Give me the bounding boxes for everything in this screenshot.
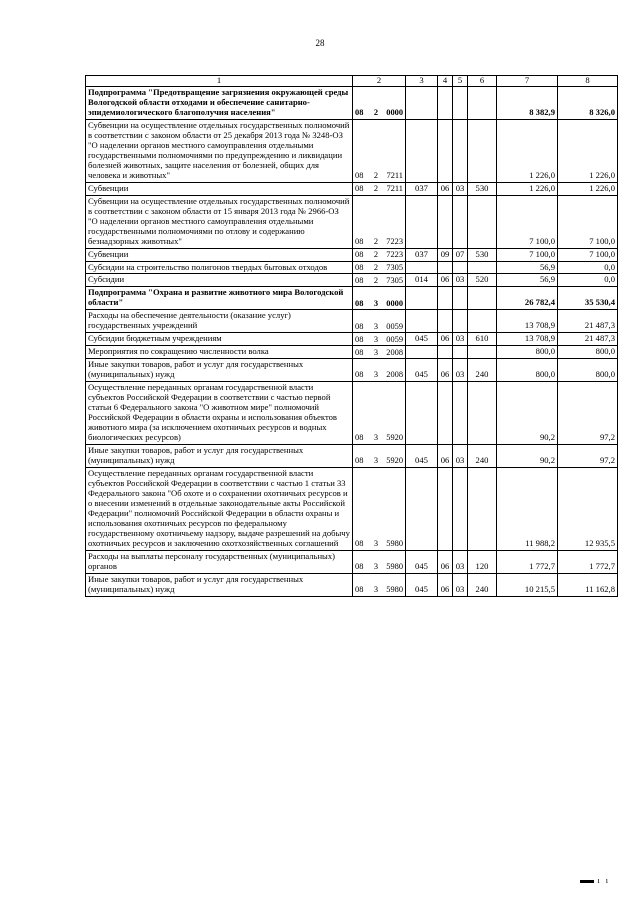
code-subprogram: 2 bbox=[373, 262, 379, 272]
row-section bbox=[438, 346, 453, 359]
row-section: 06 bbox=[438, 445, 453, 468]
column-header: 3 bbox=[406, 76, 438, 87]
row-name: Осуществление переданных органам государственной власти субъектов Российской Федерации в соответствии с частью 1 статьи 33 Федерального закона "Об охоте и о сохранении охотничьих ресурсов и о внесении изменений в отдельные законодательные акты Российской Федерации" полномочий Российской Федерации в области охраны и использования охотничьих ресурсов по федеральному государственному охотничьему надзору, выдаче разрешений на добычу охотничьих ресурсов и заключению охотхозяйственных соглашений bbox=[86, 467, 353, 550]
code-direction: 7305 bbox=[386, 275, 403, 285]
row-section: 06 bbox=[438, 274, 453, 287]
code-program: 08 bbox=[355, 249, 364, 259]
column-header: 8 bbox=[558, 76, 618, 87]
row-amount-1: 7 100,0 bbox=[497, 195, 558, 248]
row-amount-2: 800,0 bbox=[558, 359, 618, 382]
row-expense-type bbox=[468, 310, 497, 333]
row-subsection: 03 bbox=[453, 359, 468, 382]
row-code bbox=[353, 382, 406, 445]
code-direction: 7223 bbox=[386, 236, 403, 246]
row-amount-2: 11 162,8 bbox=[558, 573, 618, 596]
row-expense-type bbox=[468, 467, 497, 550]
code-subprogram: 2 bbox=[373, 183, 379, 193]
row-ministry bbox=[406, 310, 438, 333]
row-amount-1: 800,0 bbox=[497, 346, 558, 359]
row-ministry: 045 bbox=[406, 445, 438, 468]
table-row bbox=[86, 274, 618, 287]
code-program: 08 bbox=[355, 334, 364, 344]
row-code bbox=[353, 87, 406, 120]
row-code bbox=[353, 182, 406, 195]
scan-marks: ı ı bbox=[580, 876, 610, 885]
row-expense-type bbox=[468, 382, 497, 445]
row-name: Расходы на обеспечение деятельности (оказание услуг) государственных учреждений bbox=[86, 310, 353, 333]
row-ministry bbox=[406, 346, 438, 359]
row-code bbox=[353, 359, 406, 382]
code-program: 08 bbox=[355, 262, 364, 272]
code-subprogram: 3 bbox=[373, 456, 379, 466]
row-amount-2: 8 326,0 bbox=[558, 87, 618, 120]
row-amount-2: 21 487,3 bbox=[558, 333, 618, 346]
table-row bbox=[86, 261, 618, 274]
row-amount-2: 97,2 bbox=[558, 382, 618, 445]
row-code bbox=[353, 573, 406, 596]
code-program: 08 bbox=[355, 433, 364, 443]
code-direction: 0000 bbox=[386, 108, 403, 118]
code-direction: 2008 bbox=[386, 347, 403, 357]
code-direction: 5980 bbox=[386, 584, 403, 594]
row-name: Субсидии bbox=[86, 274, 353, 287]
code-subprogram: 3 bbox=[373, 334, 379, 344]
row-name: Субвенции на осуществление отдельных государственных полномочий в соответствии с законом области от 25 декабря 2013 года № 3248-ОЗ "О наделении органов местного самоуправления отдельными государственными полномочиями по предупреждению и ликвидации болезней животных, защите населения от болезней, общих для человека и животных" bbox=[86, 119, 353, 182]
row-ministry bbox=[406, 467, 438, 550]
code-program: 08 bbox=[355, 584, 364, 594]
row-amount-2: 7 100,0 bbox=[558, 248, 618, 261]
row-amount-1: 8 382,9 bbox=[497, 87, 558, 120]
row-expense-type: 240 bbox=[468, 573, 497, 596]
column-header: 6 bbox=[468, 76, 497, 87]
row-ministry: 045 bbox=[406, 333, 438, 346]
row-subsection bbox=[453, 382, 468, 445]
row-ministry: 045 bbox=[406, 359, 438, 382]
row-section: 06 bbox=[438, 333, 453, 346]
column-header: 2 bbox=[353, 76, 406, 87]
row-code bbox=[353, 248, 406, 261]
row-subsection: 03 bbox=[453, 182, 468, 195]
row-subsection: 03 bbox=[453, 573, 468, 596]
row-subsection bbox=[453, 261, 468, 274]
row-amount-1: 7 100,0 bbox=[497, 248, 558, 261]
row-expense-type: 530 bbox=[468, 248, 497, 261]
row-subsection bbox=[453, 195, 468, 248]
row-amount-1: 1 772,7 bbox=[497, 550, 558, 573]
row-section bbox=[438, 467, 453, 550]
row-amount-2: 0,0 bbox=[558, 261, 618, 274]
row-amount-1: 56,9 bbox=[497, 261, 558, 274]
row-expense-type: 240 bbox=[468, 445, 497, 468]
row-code bbox=[353, 287, 406, 310]
row-section bbox=[438, 382, 453, 445]
row-subsection bbox=[453, 119, 468, 182]
row-subsection: 03 bbox=[453, 445, 468, 468]
row-amount-1: 13 708,9 bbox=[497, 310, 558, 333]
table-row bbox=[86, 573, 618, 596]
code-direction: 7223 bbox=[386, 249, 403, 259]
row-expense-type bbox=[468, 195, 497, 248]
row-section bbox=[438, 287, 453, 310]
row-amount-1: 11 988,2 bbox=[497, 467, 558, 550]
row-subsection bbox=[453, 346, 468, 359]
code-subprogram: 3 bbox=[373, 538, 379, 548]
page-number: 28 bbox=[315, 38, 325, 48]
row-expense-type bbox=[468, 87, 497, 120]
table-row bbox=[86, 182, 618, 195]
code-direction: 0059 bbox=[386, 334, 403, 344]
row-expense-type bbox=[468, 119, 497, 182]
table-row bbox=[86, 119, 618, 182]
table-row bbox=[86, 248, 618, 261]
row-name: Расходы на выплаты персоналу государственных (муниципальных) органов bbox=[86, 550, 353, 573]
code-direction: 5920 bbox=[386, 433, 403, 443]
row-name: Субвенции на осуществление отдельных государственных полномочий в соответствии с законом области от 15 января 2013 года № 2966-ОЗ "О наделении органов местного самоуправления отдельными государственными полномочиями по отлову и содержанию безнадзорных животных" bbox=[86, 195, 353, 248]
row-name: Субсидии на строительство полигонов твердых бытовых отходов bbox=[86, 261, 353, 274]
row-name: Подпрограмма "Охрана и развитие животного мира Вологодской области" bbox=[86, 287, 353, 310]
table-row bbox=[86, 346, 618, 359]
row-ministry bbox=[406, 87, 438, 120]
row-amount-1: 90,2 bbox=[497, 382, 558, 445]
row-code bbox=[353, 195, 406, 248]
row-ministry: 014 bbox=[406, 274, 438, 287]
code-direction: 5980 bbox=[386, 561, 403, 571]
row-amount-2: 35 530,4 bbox=[558, 287, 618, 310]
row-amount-2: 1 226,0 bbox=[558, 182, 618, 195]
row-name: Осуществление переданных органам государственной власти субъектов Российской Федерации в соответствии с частью первой статьи 6 Федерального закона "О животном мире" полномочий Российской Федерации в области охраны и использования объектов животного мира (за исключением охотничьих ресурсов и водных биологических ресурсов) bbox=[86, 382, 353, 445]
code-program: 08 bbox=[355, 456, 364, 466]
row-section: 06 bbox=[438, 182, 453, 195]
row-ministry: 037 bbox=[406, 248, 438, 261]
table-row bbox=[86, 445, 618, 468]
code-program: 08 bbox=[355, 347, 364, 357]
column-header: 4 bbox=[438, 76, 453, 87]
row-amount-2: 1 226,0 bbox=[558, 119, 618, 182]
row-subsection bbox=[453, 87, 468, 120]
column-header: 1 bbox=[86, 76, 353, 87]
code-direction: 7305 bbox=[386, 262, 403, 272]
row-expense-type: 530 bbox=[468, 182, 497, 195]
row-amount-2: 800,0 bbox=[558, 346, 618, 359]
table-header bbox=[86, 76, 618, 87]
table-row bbox=[86, 87, 618, 120]
row-amount-1: 800,0 bbox=[497, 359, 558, 382]
table-row bbox=[86, 550, 618, 573]
code-program: 08 bbox=[355, 561, 364, 571]
row-amount-2: 7 100,0 bbox=[558, 195, 618, 248]
table-row bbox=[86, 287, 618, 310]
row-section bbox=[438, 119, 453, 182]
row-section bbox=[438, 261, 453, 274]
code-direction: 0000 bbox=[386, 298, 403, 308]
row-code bbox=[353, 274, 406, 287]
row-amount-1: 13 708,9 bbox=[497, 333, 558, 346]
code-subprogram: 3 bbox=[373, 584, 379, 594]
row-subsection: 03 bbox=[453, 333, 468, 346]
code-program: 08 bbox=[355, 183, 364, 193]
row-section: 09 bbox=[438, 248, 453, 261]
code-subprogram: 3 bbox=[373, 347, 379, 357]
code-subprogram: 2 bbox=[373, 170, 379, 180]
row-name: Мероприятия по сокращению численности волка bbox=[86, 346, 353, 359]
table-row bbox=[86, 333, 618, 346]
code-subprogram: 2 bbox=[373, 275, 379, 285]
row-name: Субвенции bbox=[86, 182, 353, 195]
code-program: 08 bbox=[355, 298, 364, 308]
row-code bbox=[353, 119, 406, 182]
code-program: 08 bbox=[355, 321, 364, 331]
row-code bbox=[353, 261, 406, 274]
code-subprogram: 2 bbox=[373, 108, 379, 118]
row-name: Субсидии бюджетным учреждениям bbox=[86, 333, 353, 346]
row-amount-1: 56,9 bbox=[497, 274, 558, 287]
row-expense-type: 520 bbox=[468, 274, 497, 287]
row-name: Иные закупки товаров, работ и услуг для государственных (муниципальных) нужд bbox=[86, 573, 353, 596]
row-ministry bbox=[406, 119, 438, 182]
row-code bbox=[353, 467, 406, 550]
row-subsection: 03 bbox=[453, 274, 468, 287]
code-subprogram: 2 bbox=[373, 236, 379, 246]
column-header: 7 bbox=[497, 76, 558, 87]
code-direction: 7211 bbox=[386, 170, 403, 180]
row-subsection: 07 bbox=[453, 248, 468, 261]
code-direction: 5980 bbox=[386, 538, 403, 548]
row-ministry bbox=[406, 287, 438, 310]
row-amount-2: 97,2 bbox=[558, 445, 618, 468]
row-amount-1: 10 215,5 bbox=[497, 573, 558, 596]
row-name: Иные закупки товаров, работ и услуг для государственных (муниципальных) нужд bbox=[86, 445, 353, 468]
code-program: 08 bbox=[355, 370, 364, 380]
code-subprogram: 2 bbox=[373, 249, 379, 259]
row-code bbox=[353, 310, 406, 333]
code-subprogram: 3 bbox=[373, 321, 379, 331]
code-program: 08 bbox=[355, 538, 364, 548]
row-subsection bbox=[453, 310, 468, 333]
row-code bbox=[353, 550, 406, 573]
code-program: 08 bbox=[355, 275, 364, 285]
row-code bbox=[353, 333, 406, 346]
code-subprogram: 3 bbox=[373, 433, 379, 443]
row-code bbox=[353, 346, 406, 359]
row-subsection bbox=[453, 467, 468, 550]
row-section bbox=[438, 87, 453, 120]
code-program: 08 bbox=[355, 236, 364, 246]
row-section bbox=[438, 195, 453, 248]
column-header: 5 bbox=[453, 76, 468, 87]
row-amount-2: 21 487,3 bbox=[558, 310, 618, 333]
code-program: 08 bbox=[355, 108, 364, 118]
row-ministry bbox=[406, 195, 438, 248]
row-name: Субвенции bbox=[86, 248, 353, 261]
row-section: 06 bbox=[438, 550, 453, 573]
row-section: 06 bbox=[438, 359, 453, 382]
row-subsection bbox=[453, 287, 468, 310]
code-subprogram: 3 bbox=[373, 298, 379, 308]
row-section bbox=[438, 310, 453, 333]
row-name: Иные закупки товаров, работ и услуг для государственных (муниципальных) нужд bbox=[86, 359, 353, 382]
row-amount-1: 26 782,4 bbox=[497, 287, 558, 310]
code-subprogram: 3 bbox=[373, 561, 379, 571]
row-ministry: 045 bbox=[406, 550, 438, 573]
code-direction: 2008 bbox=[386, 370, 403, 380]
row-amount-1: 1 226,0 bbox=[497, 119, 558, 182]
row-expense-type bbox=[468, 346, 497, 359]
budget-table bbox=[85, 75, 618, 597]
row-expense-type: 610 bbox=[468, 333, 497, 346]
row-expense-type: 240 bbox=[468, 359, 497, 382]
row-amount-1: 90,2 bbox=[497, 445, 558, 468]
table-row bbox=[86, 467, 618, 550]
row-ministry bbox=[406, 382, 438, 445]
code-program: 08 bbox=[355, 170, 364, 180]
row-subsection: 03 bbox=[453, 550, 468, 573]
row-name: Подпрограмма "Предотвращение загрязнения окружающей среды Вологодской области отходами и обеспечение санитарно-эпидемиологического благополучия населения" bbox=[86, 87, 353, 120]
row-section: 06 bbox=[438, 573, 453, 596]
row-amount-1: 1 226,0 bbox=[497, 182, 558, 195]
row-ministry: 045 bbox=[406, 573, 438, 596]
table-row bbox=[86, 359, 618, 382]
row-code bbox=[353, 445, 406, 468]
code-subprogram: 3 bbox=[373, 370, 379, 380]
table-row bbox=[86, 310, 618, 333]
row-expense-type: 120 bbox=[468, 550, 497, 573]
table-body bbox=[86, 87, 618, 597]
row-amount-2: 12 935,5 bbox=[558, 467, 618, 550]
code-direction: 0059 bbox=[386, 321, 403, 331]
row-ministry bbox=[406, 261, 438, 274]
code-direction: 7211 bbox=[386, 183, 403, 193]
table-row bbox=[86, 382, 618, 445]
row-amount-2: 1 772,7 bbox=[558, 550, 618, 573]
row-expense-type bbox=[468, 287, 497, 310]
row-expense-type bbox=[468, 261, 497, 274]
row-ministry: 037 bbox=[406, 182, 438, 195]
table-row bbox=[86, 195, 618, 248]
row-amount-2: 0,0 bbox=[558, 274, 618, 287]
code-direction: 5920 bbox=[386, 456, 403, 466]
